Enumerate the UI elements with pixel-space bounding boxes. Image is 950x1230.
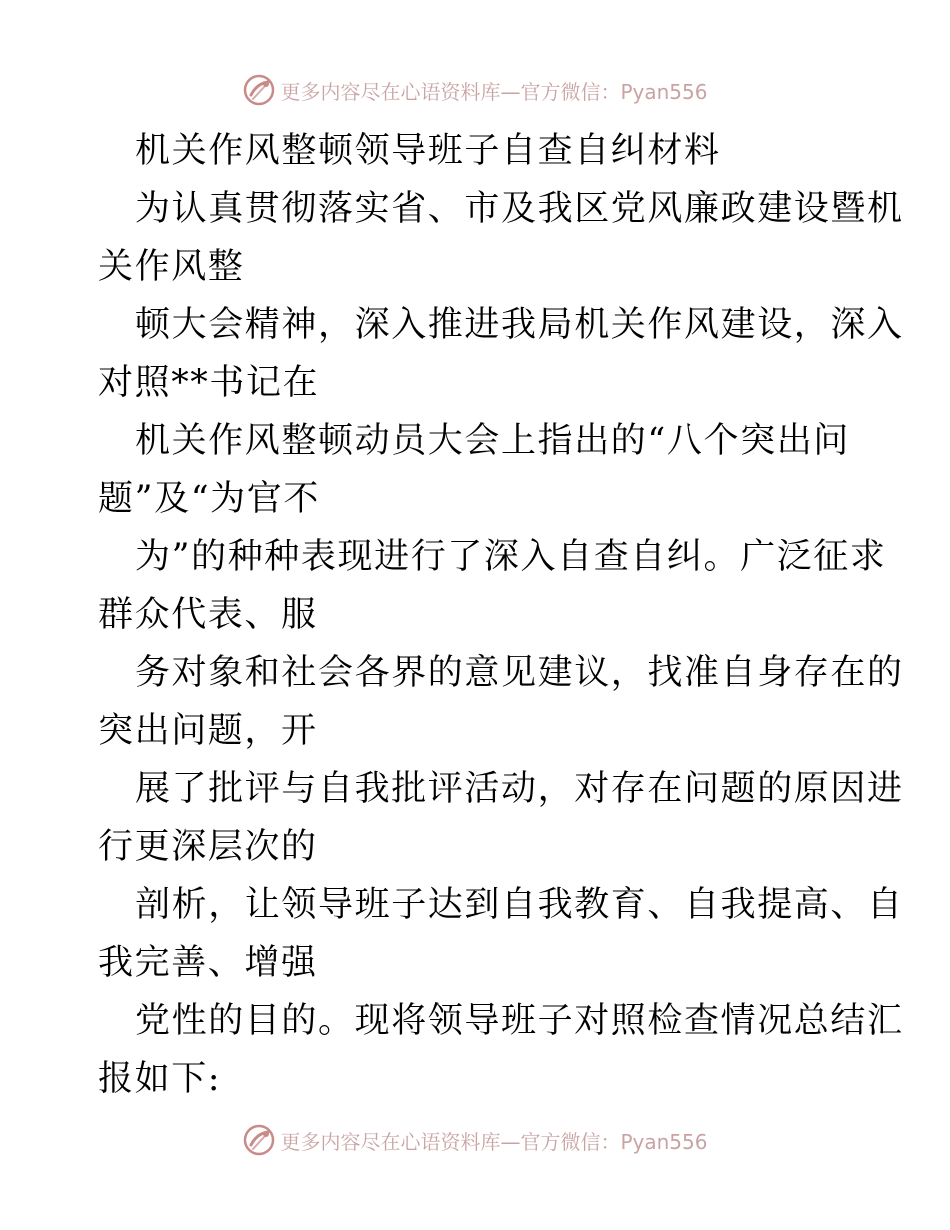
text-line: 群众代表、服: [98, 595, 318, 635]
text-line: 对照**书记在: [98, 363, 320, 403]
text-line: 突出问题，开: [98, 711, 318, 751]
text-line: 关作风整: [98, 247, 245, 287]
text-line: 行更深层次的: [98, 827, 318, 867]
text-line: 务对象和社会各界的意见建议，找准自身存在的: [135, 653, 904, 693]
text-line: 为认真贯彻落实省、市及我区党风廉政建设暨机: [135, 189, 904, 229]
text-line: 为”的种种表现进行了深入自查自纠。广泛征求: [135, 537, 887, 577]
seal-logo-icon: [242, 73, 276, 107]
text-line: 我完善、增强: [98, 943, 318, 983]
watermark-banner-bottom: [0, 1120, 950, 1160]
seal-logo-icon: [242, 1123, 276, 1157]
text-line: 展了批评与自我批评活动，对存在问题的原因进: [135, 769, 904, 809]
text-line: 顿大会精神，深入推进我局机关作风建设，深入: [135, 305, 904, 345]
text-line: 题”及“为官不: [98, 479, 320, 519]
text-line: 党性的目的。现将领导班子对照检查情况总结汇: [135, 1001, 904, 1041]
text-line: 机关作风整顿动员大会上指出的“八个突出问: [135, 421, 850, 461]
watermark-banner-top: [0, 70, 950, 110]
text-line: 报如下:: [98, 1059, 222, 1099]
document-body: [98, 122, 904, 1108]
text-line: 剖析，让领导班子达到自我教育、自我提高、自: [135, 885, 904, 925]
watermark-text: 更多内容尽在心语资料库—官方微信：Pyan556: [280, 1129, 708, 1154]
text-line: 机关作风整顿领导班子自查自纠材料: [135, 131, 721, 171]
watermark-text: 更多内容尽在心语资料库—官方微信：Pyan556: [280, 79, 708, 104]
